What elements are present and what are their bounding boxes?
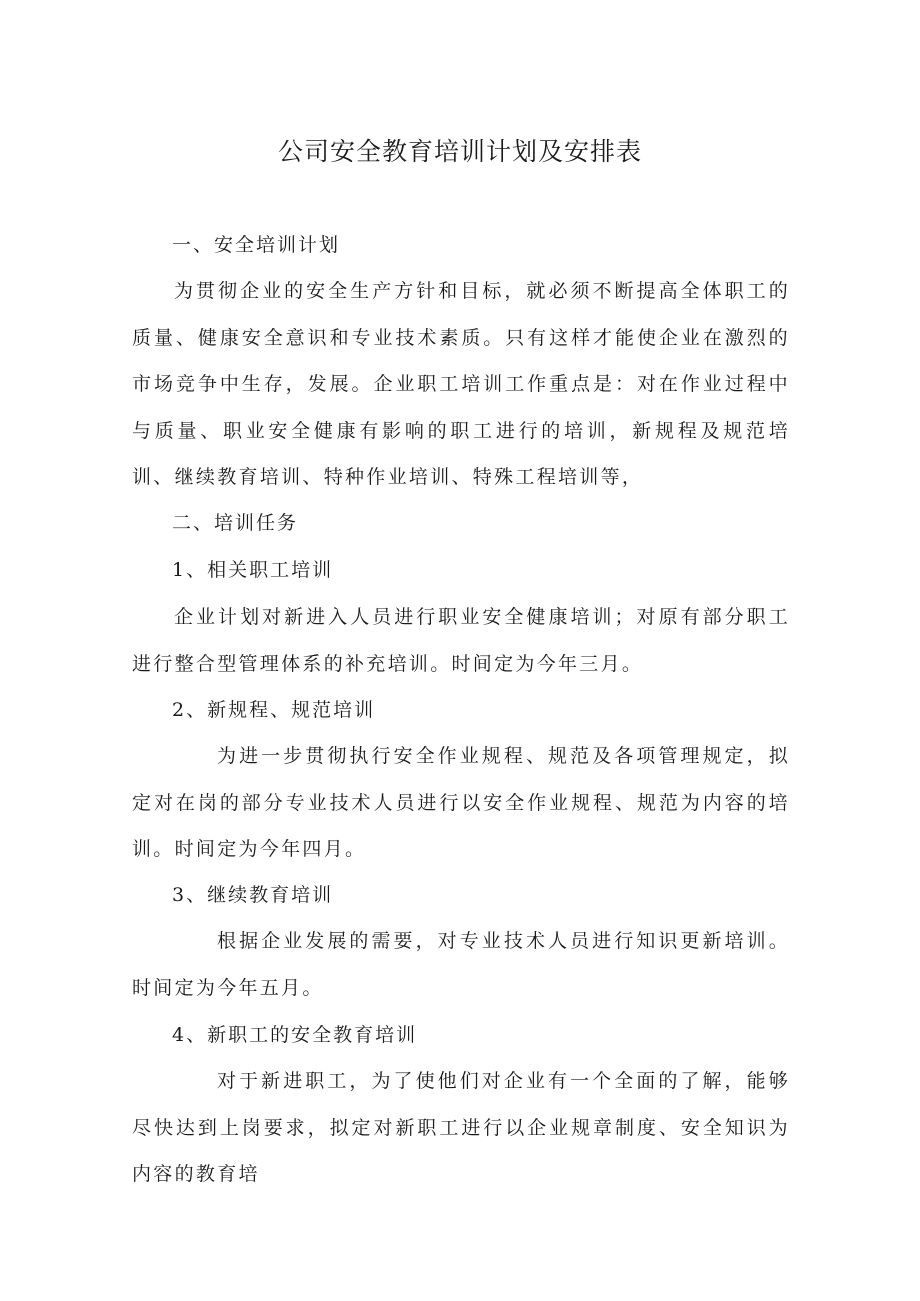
section-heading-training-tasks: 二、培训任务 <box>172 512 299 534</box>
paragraph-new-staff-safety-education: 对于新进职工，为了使他们对企业有一个全面的了解，能够尽快达到上岗要求，拟定对新职工进行以企业规章制度、安全知识为内容的教育培 <box>132 1070 790 1185</box>
paragraph-continuing-education: 根据企业发展的需要，对专业技术人员进行知识更新培训。时间定为今年五月。 <box>132 930 790 999</box>
subheading-new-staff-safety-education: 4、新职工的安全教育培训 <box>172 1024 418 1046</box>
subheading-new-regulations-training: 2、新规程、规范培训 <box>172 699 376 721</box>
paragraph-related-staff-training: 企业计划对新进入人员进行职业安全健康培训；对原有部分职工进行整合型管理体系的补充培训。时间定为今年三月。 <box>132 606 790 675</box>
document-title: 公司安全教育培训计划及安排表 <box>277 137 642 166</box>
paragraph-safety-training-plan: 为贯彻企业的安全生产方针和目标，就必须不断提高全体职工的质量、健康安全意识和专业技术素质。只有这样才能使企业在激烈的市场竞争中生存，发展。企业职工培训工作重点是：对在作业过程中与质量、职业安全健康有影响的职工进行的培训，新规程及规范培训、继续教育培训、特种作业培训、特殊工程培训等， <box>132 280 790 488</box>
section-heading-safety-training-plan: 一、安全培训计划 <box>172 234 341 256</box>
paragraph-new-regulations-training: 为进一步贯彻执行安全作业规程、规范及各项管理规定，拟定对在岗的部分专业技术人员进行以安全作业规程、规范为内容的培训。时间定为今年四月。 <box>132 745 790 860</box>
subheading-continuing-education: 3、继续教育培训 <box>172 884 334 906</box>
subheading-related-staff-training: 1、相关职工培训 <box>172 559 334 581</box>
